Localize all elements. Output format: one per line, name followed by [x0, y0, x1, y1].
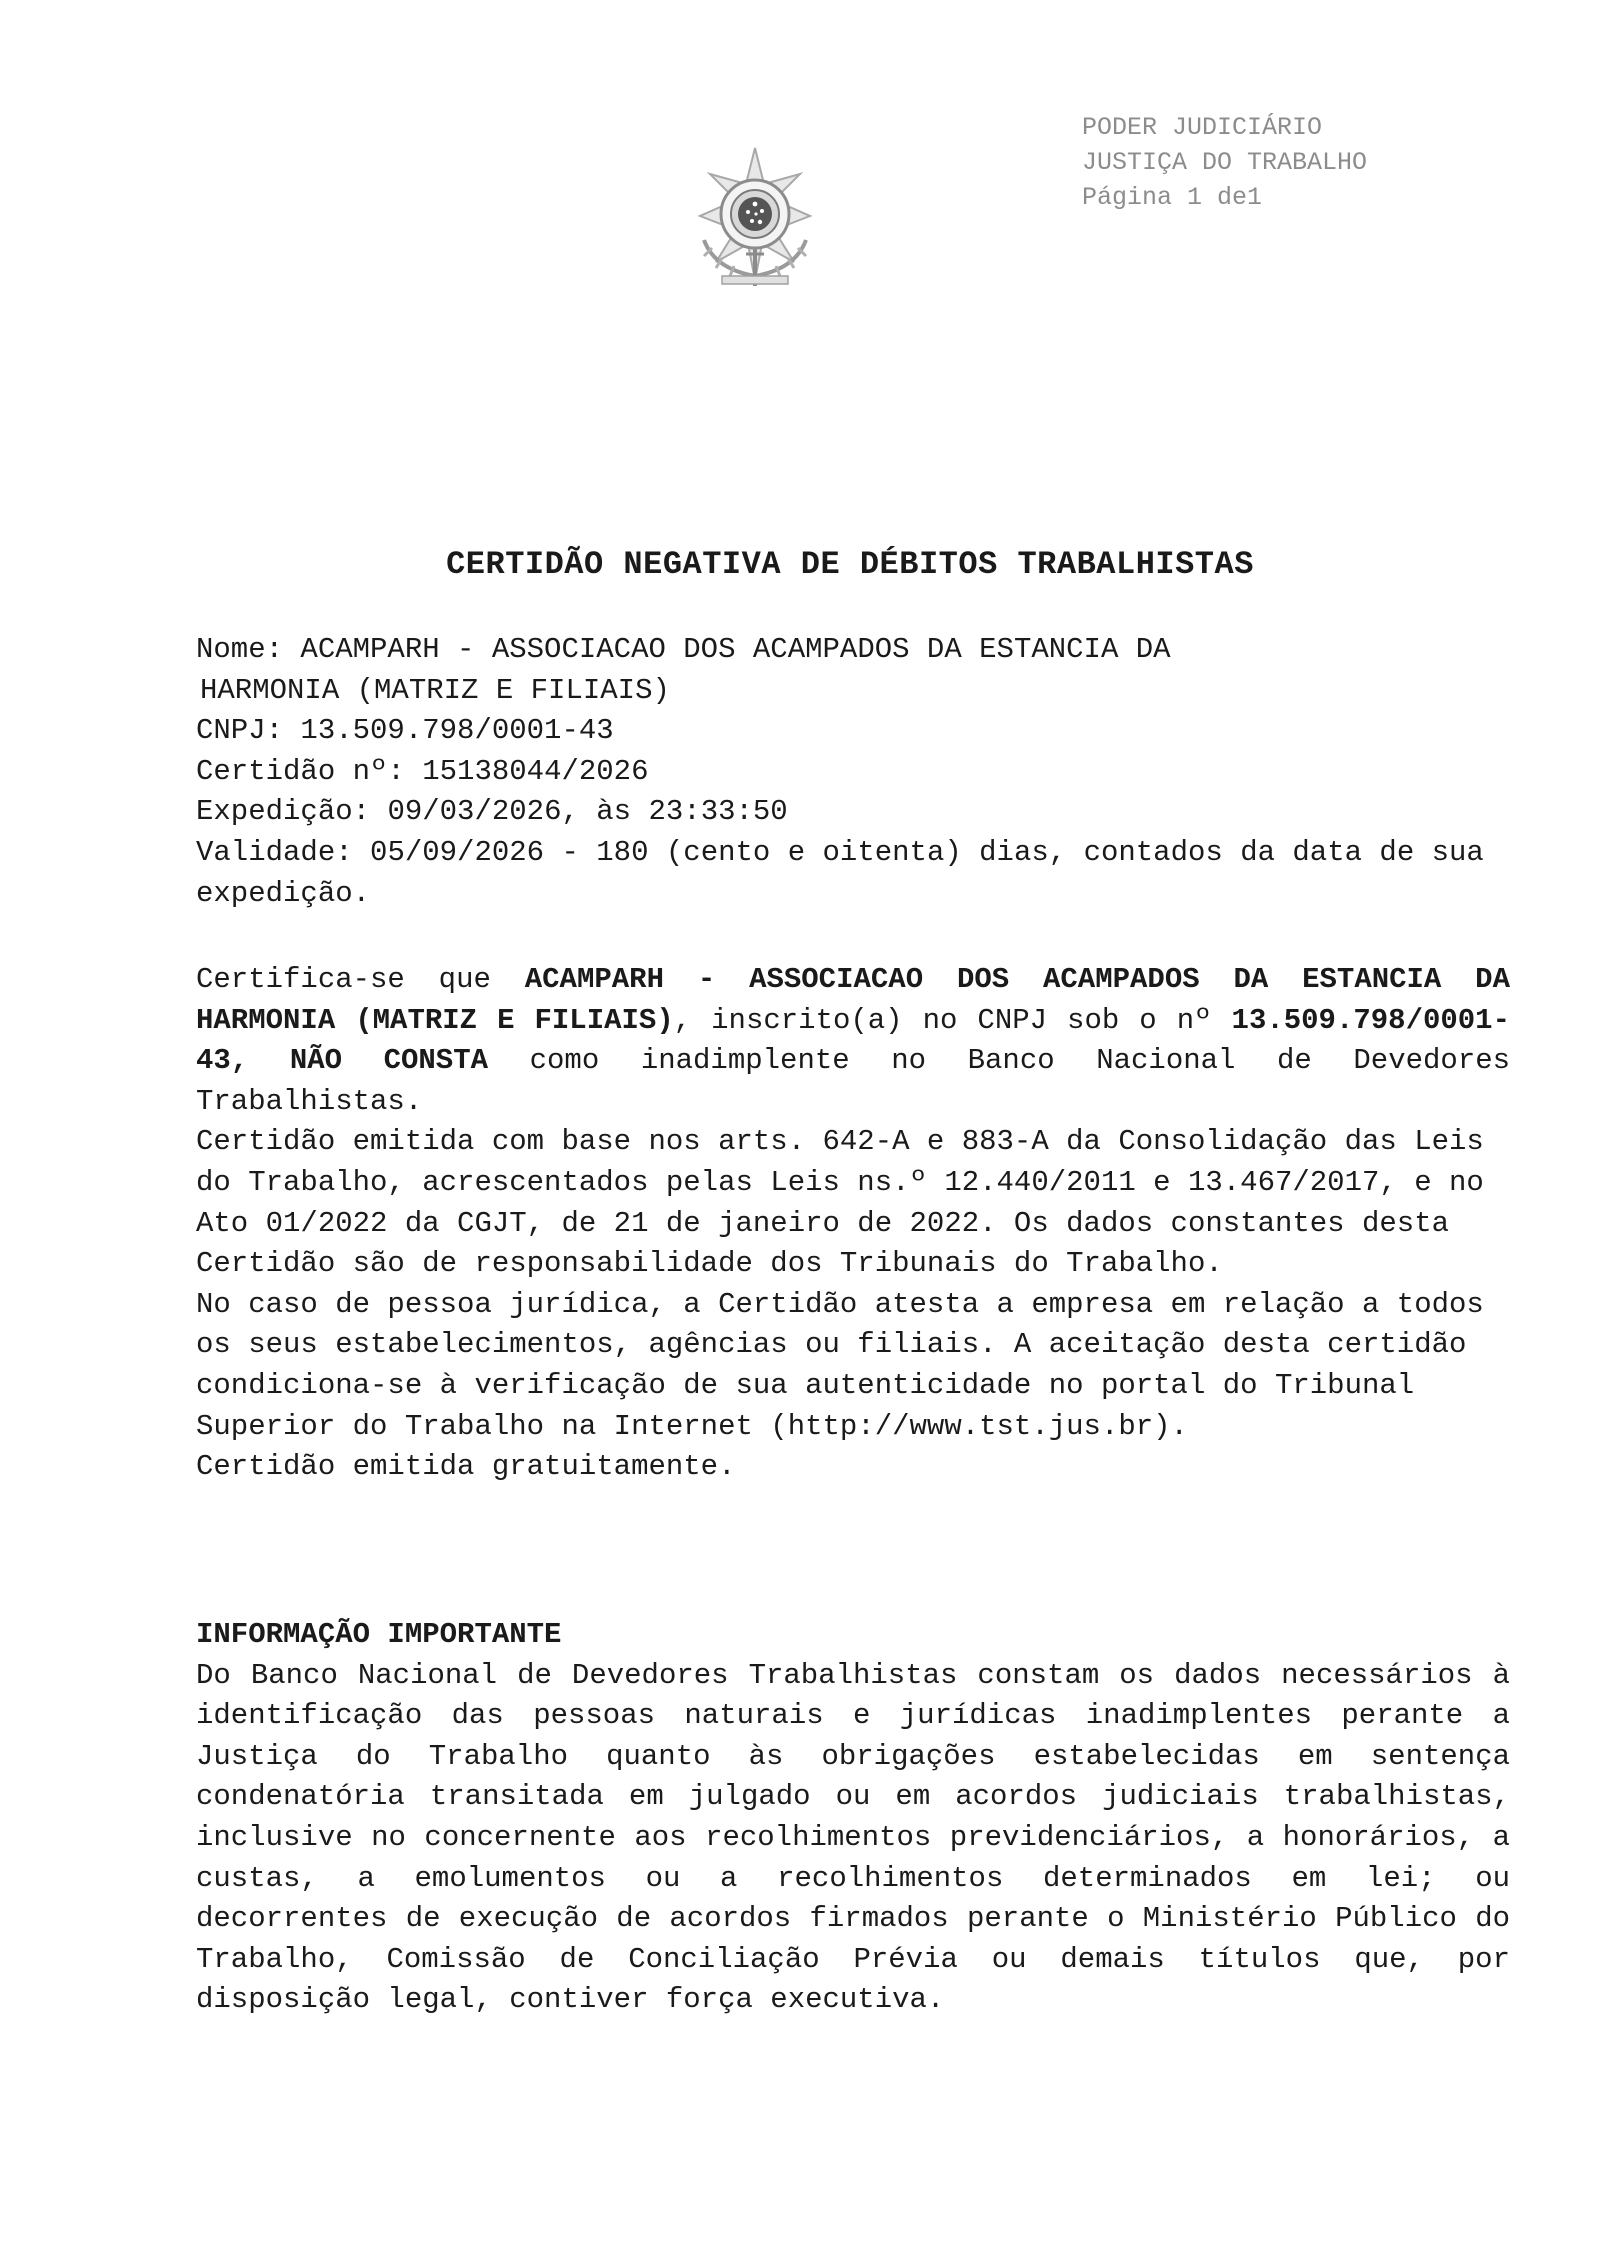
- expedicao-line: [196, 792, 1510, 833]
- nome-value-line1: ACAMPARH - ASSOCIACAO DOS ACAMPADOS DA ESTANCIA DA: [300, 633, 1171, 666]
- nome-line-1: [196, 630, 1510, 671]
- cnpj-label: CNPJ:: [196, 714, 284, 748]
- cnpj-value: 13.509.798/0001-43: [300, 714, 614, 748]
- certidao-label: Certidão nº:: [196, 754, 405, 788]
- identification-block: [196, 630, 1510, 914]
- cnpj-line: [196, 711, 1510, 752]
- base-legal-paragraph: Certidão emitida com base nos arts. 642-A e 883-A da Consolidação das Leis do Trabalho, acrescentados pelas Leis ns.º 12.440/2011 e 13.467/2017, e no Ato 01/2022 da CGJT, de 21 de janeiro de 2022. Os dados constantes desta Certidão são de responsabilidade dos Tribunais do Trabalho.: [196, 1125, 1484, 1281]
- certification-block: [196, 960, 1510, 1488]
- document-title: CERTIDÃO NEGATIVA DE DÉBITOS TRABALHISTAS: [446, 546, 1254, 583]
- certifica-mid: , inscrito(a) no CNPJ sob o nº: [673, 1003, 1212, 1037]
- header-justica-do-trabalho: JUSTIÇA DO TRABALHO: [1082, 148, 1368, 177]
- certifica-company: ACAMPARH - ASSOCIACAO DOS ACAMPADOS DA ESTANCIA DA HARMONIA (MATRIZ E FILIAIS): [196, 963, 1510, 1037]
- certifica-cnpj: 13.509.798/0001-43: [196, 1003, 1510, 1078]
- validade-line: [196, 833, 1510, 914]
- brasao-emblem-icon: [682, 144, 828, 290]
- validade-label: Validade:: [196, 835, 353, 869]
- nome-value-line2: HARMONIA (MATRIZ E FILIAIS): [200, 673, 670, 707]
- informacao-importante-text: Do Banco Nacional de Devedores Trabalhistas constam os dados necessários à identificação das pessoas naturais e jurídicas inadimplentes perante a Justiça do Trabalho quanto às obrigações estabelecidas em sentença condenatória transitada em julgado ou em acordos judiciais trabalhistas, inclusive no concernente aos recolhimentos previdenciários, a honorários, a custas, a emolumentos ou a recolhimentos determinados em lei; ou decorrentes de execução de acordos firmados perante o Ministério Público do Trabalho, Comissão de Conciliação Prévia ou demais títulos que, por disposição legal, contiver força executiva.: [196, 1658, 1510, 2017]
- informacao-importante-block: [196, 1615, 1510, 2021]
- pessoa-juridica-paragraph: No caso de pessoa jurídica, a Certidão atesta a empresa em relação a todos os seus estabelecimentos, agências ou filiais. A aceitação desta certidão condiciona-se à verificação de sua autenticidade no portal do Tribunal Superior do Trabalho na Internet (http://www.tst.jus.br).: [196, 1287, 1484, 1443]
- certidao-value: 15138044/2026: [422, 754, 649, 788]
- gratuita-paragraph: Certidão emitida gratuitamente.: [196, 1450, 736, 1484]
- header-page-number: Página 1 de1: [1082, 183, 1263, 212]
- page-header: [1082, 110, 1367, 215]
- validade-value: 05/09/2026 - 180 (cento e oitenta) dias, contados da data de sua expedição.: [196, 835, 1502, 910]
- certidao-number-line: [196, 752, 1510, 793]
- expedicao-label: Expedição:: [196, 795, 371, 829]
- certifica-separator: ,: [230, 1044, 249, 1078]
- informacao-importante-heading: INFORMAÇÃO IMPORTANTE: [196, 1618, 562, 1651]
- header-poder-judiciario: PODER JUDICIÁRIO: [1082, 113, 1323, 142]
- certifica-status: NÃO CONSTA: [289, 1044, 489, 1078]
- certifica-outro: como inadimplente no Banco Nacional de Devedores Trabalhistas.: [196, 1044, 1511, 1118]
- expedicao-value: 09/03/2026, às 23:33:50: [387, 795, 788, 829]
- certifica-intro: Certifica-se que: [196, 963, 491, 996]
- certifica-paragraph: [196, 960, 1510, 1122]
- nome-label: Nome:: [196, 633, 284, 666]
